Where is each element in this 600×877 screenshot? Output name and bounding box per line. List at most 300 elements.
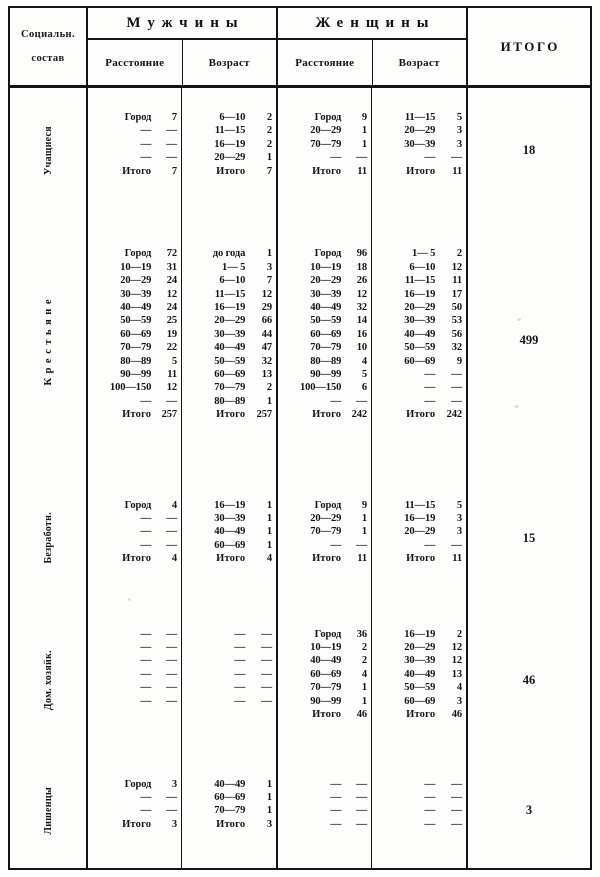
cell-label: 50—59 [120,315,152,327]
cell-label: — [140,791,152,804]
cell-value: 3 [171,778,178,790]
cell-value: 242 [446,409,463,421]
cell-label: 40—49 [214,526,246,538]
cell-value: 4 [456,682,463,694]
table-row [10,213,590,468]
cell-value: — [166,525,178,538]
cell-label: — [140,654,152,667]
cell-label: — [140,694,152,707]
cell-label: 70—79 [310,342,342,354]
cell-value: 11 [452,275,463,287]
cell-value: 1 [361,695,368,707]
cell-value: 1 [361,682,368,694]
cell-label: — [330,151,342,164]
cell-label: 20—29 [310,275,342,287]
cell-label: до года [212,248,246,260]
cell-value: 44 [261,328,273,340]
cell-value: — [451,777,463,790]
cell-label: Итого [216,553,246,565]
women-block [278,468,468,608]
cell-value: 1 [266,512,273,524]
cell-label: — [234,667,246,680]
cell-value: — [166,694,178,707]
cell-value: 17 [451,288,463,300]
women-block-distance-values [345,88,372,213]
men-block [88,88,278,213]
cell-value: 32 [356,301,368,313]
cell-label: — [140,804,152,817]
cell-label: — [140,151,152,164]
cell-label: 60—69 [214,792,246,804]
cell-label: — [330,817,342,830]
cell-label: 20—29 [404,301,436,313]
cell-label: Итого [122,553,152,565]
cell-label: 80—89 [310,355,342,367]
cell-value: 2 [266,138,273,150]
cell-label: 16—19 [404,628,436,640]
cell-label: Город [124,778,152,790]
cell-value: 3 [456,526,463,538]
women-block-age-labels [372,753,439,868]
cell-value: 12 [451,261,463,273]
cell-value: 2 [361,641,368,653]
cell-label: 11—15 [404,499,436,511]
cell-value: 32 [451,342,463,354]
cell-label: Итого [216,409,246,421]
cell-label: 60—69 [214,539,246,551]
cell-value: 4 [171,553,178,565]
cell-value: 2 [266,125,273,137]
women-block [278,608,468,753]
cell-value: 3 [456,512,463,524]
cell-label: 30—39 [214,512,246,524]
cell-value: 3 [266,818,273,830]
cell-value: 25 [166,315,178,327]
row-total: 499 [519,333,539,347]
cell-label: 20—29 [310,512,342,524]
cell-value: — [166,804,178,817]
cell-value: 7 [171,112,178,123]
cell-value: 66 [261,315,273,327]
men-block [88,468,278,608]
cell-value: — [451,381,463,394]
cell-label: 20—29 [404,125,436,137]
women-block-age-labels [372,468,439,608]
cell-label: — [234,654,246,667]
cell-label: — [234,681,246,694]
cell-value: — [451,151,463,164]
cell-value: — [451,791,463,804]
cell-value: 12 [261,288,273,300]
cell-label: Город [124,248,152,260]
cell-label: — [140,627,152,640]
women-block-distance-labels [278,468,345,608]
men-block-age-labels [182,468,249,608]
women-block-age-values [439,468,466,608]
cell-value: 4 [361,668,368,680]
women-block-age-labels [372,213,439,468]
cell-value: — [356,394,368,407]
cell-value: 4 [266,553,273,565]
cell-value: — [166,640,178,653]
cell-value: 3 [266,261,273,273]
cell-label: 11—15 [214,125,246,137]
cell-label: 16—19 [404,288,436,300]
cell-label: — [424,367,436,380]
cell-value: — [166,151,178,164]
header-women-age: Возраст [398,56,440,69]
women-block [278,213,468,468]
women-block-distance-labels [278,753,345,868]
cell-label: Город [124,112,152,123]
cell-label: 50—59 [310,315,342,327]
cell-label: 20—29 [214,152,246,164]
cell-value: 257 [256,409,273,421]
cell-value: 1 [266,805,273,817]
cell-value: — [356,538,368,551]
cell-value: 1 [361,125,368,137]
cell-value: — [261,640,273,653]
table-row [10,608,590,753]
cell-label: 10—19 [310,641,342,653]
cell-value: 3 [456,125,463,137]
cell-value: 24 [166,275,178,287]
cell-label: 11—15 [214,288,246,300]
cell-label: Итого [216,818,246,830]
cell-value: 6 [361,382,368,394]
social-group-cell [10,468,88,608]
cell-value: — [166,538,178,551]
header-men-age: Возраст [208,56,250,69]
cell-label: Итого [406,553,436,565]
cell-label: Итого [312,553,342,565]
cell-value: — [166,137,178,150]
cell-label: 40—49 [214,778,246,790]
cell-label: 50—59 [214,355,246,367]
table-row [10,753,590,868]
men-block [88,753,278,868]
cell-label: 16—19 [214,138,246,150]
cell-label: Итого [312,708,342,720]
cell-value: — [451,394,463,407]
cell-label: Итого [122,165,152,177]
cell-value: 12 [451,655,463,667]
cell-value: 2 [266,112,273,123]
cell-label: 80—89 [120,355,152,367]
cell-label: 10—19 [120,261,152,273]
cell-value: — [451,367,463,380]
cell-label: — [140,681,152,694]
cell-label: 20—29 [310,125,342,137]
cell-label: 16—19 [214,499,246,511]
cell-value: 11 [357,553,368,565]
cell-label: Город [314,112,342,123]
header-men-label: Мужчины [88,8,276,40]
men-block-age-values [249,213,276,468]
cell-value: 1 [266,539,273,551]
social-group-cell [10,753,88,868]
cell-value: 14 [356,315,368,327]
cell-label: 40—49 [404,668,436,680]
women-block-distance-values [345,213,372,468]
men-block [88,213,278,468]
cell-value: — [261,627,273,640]
cell-value: 1 [361,512,368,524]
cell-value: 46 [451,708,463,720]
header-social-composition [10,8,88,85]
cell-label: 10—19 [310,261,342,273]
header-men-distance: Расстояние [88,40,183,85]
cell-value: — [166,627,178,640]
cell-value: 56 [451,328,463,340]
cell-value: 2 [456,628,463,640]
cell-label: 30—39 [404,138,436,150]
cell-label: Итого [406,409,436,421]
cell-value: 1 [266,248,273,260]
cell-label: — [330,804,342,817]
men-block-age-values [249,468,276,608]
cell-value: — [166,681,178,694]
table-row [10,88,590,213]
cell-value: 4 [361,355,368,367]
cell-label: Итого [312,409,342,421]
cell-label: 50—59 [404,682,436,694]
cell-label: — [140,394,152,407]
header-women-distance: Расстояние [278,40,373,85]
women-block [278,753,468,868]
cell-label: 6—10 [219,275,246,287]
cell-value: 32 [261,355,273,367]
men-block-age-values [249,753,276,868]
cell-value: 12 [166,382,178,394]
cell-value: 1 [361,526,368,538]
cell-value: 3 [171,818,178,830]
women-block [278,88,468,213]
men-block-age-labels [182,213,249,468]
men-block-age-labels [182,608,249,753]
header-men-group [88,8,278,85]
cell-label: — [424,817,436,830]
cell-value: 2 [266,382,273,394]
cell-value: 12 [451,641,463,653]
cell-label: — [140,640,152,653]
men-block-distance-values [155,753,182,868]
women-block-distance-values [345,608,372,753]
cell-value: 19 [166,328,178,340]
cell-value: — [261,681,273,694]
cell-value: — [261,654,273,667]
header-women-group [278,8,468,85]
cell-value: 53 [451,315,463,327]
cell-value: — [356,817,368,830]
cell-value: 36 [356,628,368,640]
table-body [10,88,590,868]
women-block-age-labels [372,88,439,213]
cell-label: 20—29 [404,526,436,538]
cell-label: — [424,381,436,394]
cell-value: — [261,667,273,680]
cell-label: — [140,511,152,524]
cell-value: — [356,791,368,804]
cell-value: 1 [361,138,368,150]
cell-label: — [424,777,436,790]
social-group-label: Дом. хозяйк. [42,650,54,711]
cell-value: 29 [261,301,273,313]
cell-label: 70—79 [310,526,342,538]
cell-value: 242 [351,409,368,421]
cell-label: 40—49 [310,301,342,313]
cell-label: — [330,777,342,790]
cell-value: — [356,151,368,164]
cell-value: 31 [166,261,178,273]
row-total: 18 [522,143,536,157]
cell-label: 60—69 [404,695,436,707]
women-block-distance-labels [278,213,345,468]
social-group-label: Учащиеся [42,126,54,175]
cell-label: 6—10 [219,112,246,123]
cell-label: 40—49 [404,328,436,340]
cell-label: — [140,137,152,150]
cell-label: Итого [216,165,246,177]
cell-value: 3 [456,695,463,707]
men-block-distance-values [155,88,182,213]
cell-value: — [451,804,463,817]
cell-label: 30—39 [310,288,342,300]
cell-value: 5 [456,499,463,511]
men-block-distance-values [155,608,182,753]
cell-label: 40—49 [310,655,342,667]
cell-label: — [140,124,152,137]
cell-label: 100—150 [299,382,342,394]
cell-label: — [424,804,436,817]
men-block-distance-labels [88,608,155,753]
cell-value: 18 [356,261,368,273]
men-block-age-values [249,88,276,213]
cell-value: — [356,777,368,790]
cell-value: 12 [166,288,178,300]
social-group-label: Лишенцы [42,786,54,835]
cell-value: 16 [356,328,368,340]
cell-value: 4 [171,499,178,511]
cell-label: Итого [406,708,436,720]
social-group-label: Крестьяне [42,295,54,386]
cell-value: — [451,538,463,551]
cell-value: 1 [266,152,273,164]
cell-label: — [234,694,246,707]
table-row [10,468,590,608]
cell-value: 96 [356,248,368,260]
cell-label: 1— 5 [222,261,246,273]
cell-value: 72 [166,248,178,260]
cell-value: 11 [452,165,463,177]
women-block-age-values [439,88,466,213]
cell-value: 11 [452,553,463,565]
cell-value: 1 [266,499,273,511]
men-block-distance-labels [88,88,155,213]
cell-label: Итого [122,409,152,421]
cell-label: 20—29 [120,275,152,287]
row-total: 46 [522,673,536,687]
cell-label: 11—15 [404,112,436,123]
cell-value: 257 [161,409,178,421]
cell-label: 30—39 [120,288,152,300]
cell-label: 70—79 [120,342,152,354]
social-group-label: Безработн. [42,512,54,564]
cell-value: — [166,791,178,804]
cell-value: — [166,667,178,680]
cell-label: 50—59 [404,342,436,354]
cell-value: 13 [451,668,463,680]
cell-label: — [424,791,436,804]
table-header [10,8,590,88]
cell-value: 50 [451,301,463,313]
women-block-distance-values [345,753,372,868]
cell-label: Итого [406,165,436,177]
cell-label: 70—79 [214,382,246,394]
cell-label: — [140,667,152,680]
men-block-age-labels [182,88,249,213]
cell-label: 40—49 [120,301,152,313]
cell-label: 1— 5 [412,248,436,260]
cell-label: — [330,538,342,551]
cell-value: 47 [261,342,273,354]
women-block-age-labels [372,608,439,753]
cell-value: 2 [456,248,463,260]
cell-value: 7 [266,165,273,177]
cell-label: — [234,640,246,653]
cell-value: 5 [361,368,368,380]
cell-label: 60—69 [310,328,342,340]
cell-label: 70—79 [310,138,342,150]
cell-label: 16—19 [214,301,246,313]
cell-value: 7 [266,275,273,287]
cell-value: 1 [266,792,273,804]
cell-label: 90—99 [310,695,342,707]
cell-value: 22 [166,342,178,354]
cell-label: — [140,538,152,551]
cell-label: 60—69 [310,668,342,680]
cell-value: 24 [166,301,178,313]
cell-value: — [451,817,463,830]
cell-label: — [424,151,436,164]
cell-value: 2 [361,655,368,667]
cell-label: 60—69 [214,368,246,380]
cell-value: — [166,511,178,524]
social-group-cell [10,608,88,753]
women-block-distance-values [345,468,372,608]
cell-value: 13 [261,368,273,380]
cell-label: 60—69 [404,355,436,367]
cell-label: — [330,791,342,804]
social-group-cell [10,88,88,213]
cell-value: 9 [456,355,463,367]
cell-label: 90—99 [120,368,152,380]
women-block-distance-labels [278,88,345,213]
cell-value: 26 [356,275,368,287]
men-block [88,608,278,753]
cell-label: 30—39 [404,655,436,667]
cell-label: Город [314,499,342,511]
men-block-distance-values [155,213,182,468]
cell-label: — [234,627,246,640]
cell-label: 30—39 [214,328,246,340]
cell-label: 40—49 [214,342,246,354]
men-block-distance-labels [88,753,155,868]
cell-value: 5 [456,112,463,123]
cell-value: 5 [171,355,178,367]
cell-label: 60—69 [120,328,152,340]
header-women-label: Женщины [278,8,466,40]
